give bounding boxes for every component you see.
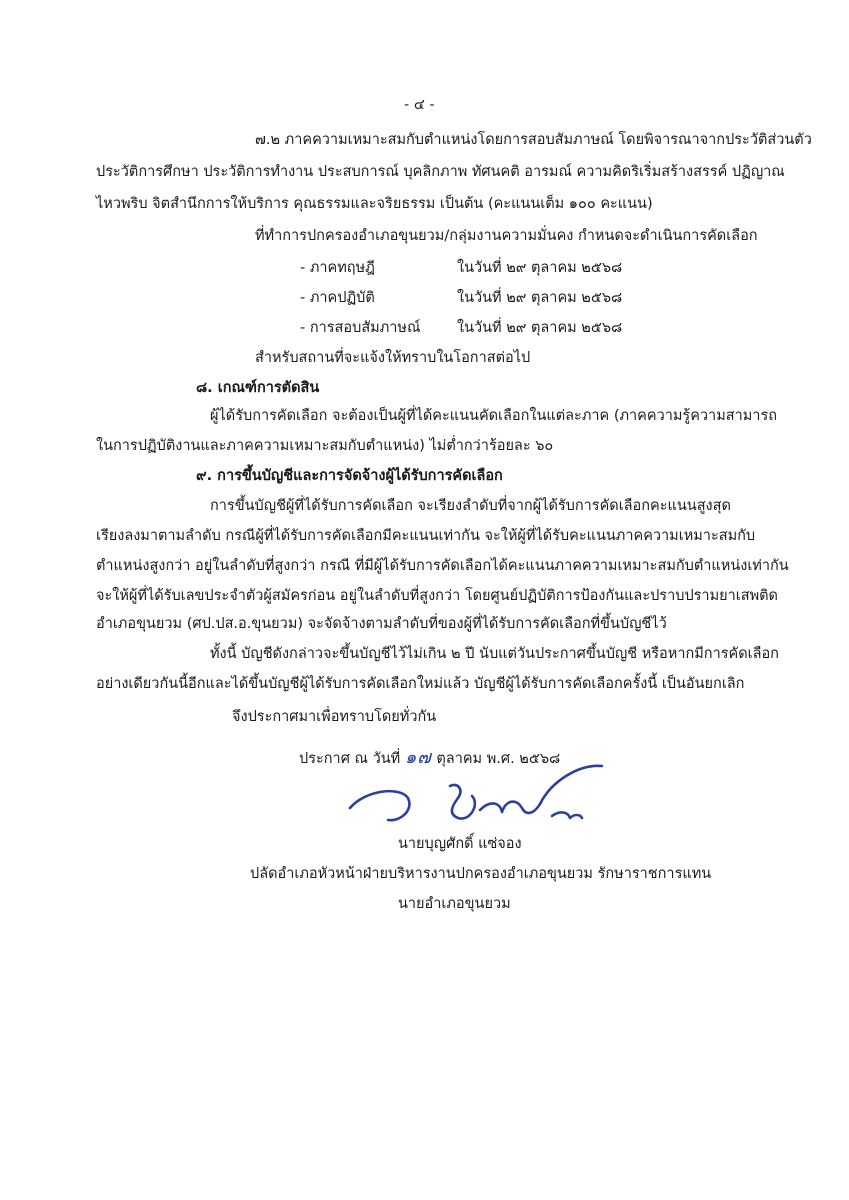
- section-7-2-line-3: ไหวพริบ จิตสำนึกการให้บริการ คุณธรรมและจริยธรรม เป็นต้น (คะแนนเต็ม ๑๐๐ คะแนน): [96, 196, 653, 212]
- schedule-label-interview: - การสอบสัมภาษณ์: [300, 320, 421, 336]
- section-8-heading: ๘. เกณฑ์การตัดสิน: [196, 380, 320, 396]
- section-7-2-line-1: ๗.๒ ภาคความเหมาะสมกับตำแหน่งโดยการสอบสัมภาษณ์ โดยพิจารณาจากประวัติส่วนตัว: [255, 132, 812, 148]
- section-7-2-line-4: ที่ทำการปกครองอำเภอขุนยวม/กลุ่มงานความมั่นคง กำหนดจะดำเนินการคัดเลือก: [255, 228, 758, 244]
- venue-note: สำหรับสถานที่จะแจ้งให้ทราบในโอกาสต่อไป: [255, 350, 531, 366]
- section-9-p1-line-3: ตำแหน่งสูงกว่า อยู่ในลำดับที่สูงกว่า กรณี ที่มีผู้ได้รับการคัดเลือกได้คะแนนภาคความเหมาะสมกับตำแหน่งเท่ากัน: [96, 558, 789, 574]
- schedule-date-practice: ในวันที่ ๒๙ ตุลาคม ๒๕๖๘: [457, 290, 623, 306]
- page-number: - ๔ -: [404, 97, 435, 113]
- schedule-label-practice: - ภาคปฏิบัติ: [300, 290, 375, 306]
- section-9-p1-line-4: จะให้ผู้ที่ได้รับเลขประจำตัวผู้สมัครก่อน อยู่ในลำดับที่สูงกว่า โดยศูนย์ปฏิบัติการป้องกันและปราบปรามยาเสพติด: [96, 588, 778, 604]
- section-8-line-1: ผู้ได้รับการคัดเลือก จะต้องเป็นผู้ที่ได้คะแนนคัดเลือกในแต่ละภาค (ภาคความรู้ความสามารถ: [210, 408, 778, 424]
- signature: [330, 760, 620, 840]
- signature-icon: [330, 760, 620, 840]
- section-9-p2-line-1: ทั้งนี้ บัญชีดังกล่าวจะขึ้นบัญชีไว้ไม่เกิน ๒ ปี นับแต่วันประกาศขึ้นบัญชี หรือหากมีการคัดเลือก: [210, 646, 779, 662]
- announce-prefix: ประกาศ ณ วันที่: [299, 751, 401, 767]
- announce-day-handwritten: ๑๗: [404, 747, 432, 768]
- section-8-line-2: ในการปฏิบัติงานและภาคความเหมาะสมกับตำแหน่ง) ไม่ต่ำกว่าร้อยละ ๖๐: [96, 438, 554, 454]
- section-7-2-line-2: ประวัติการศึกษา ประวัติการทำงาน ประสบการณ์ บุคลิกภาพ ทัศนคติ อารมณ์ ความคิดริเริ่มสร้างสรรค์ ปฏิญาณ: [96, 164, 785, 180]
- signatory-position-2: นายอำเภอขุนยวม: [398, 896, 511, 912]
- schedule-date-theory: ในวันที่ ๒๙ ตุลาคม ๒๕๖๘: [457, 260, 623, 276]
- closing-statement: จึงประกาศมาเพื่อทราบโดยทั่วกัน: [232, 709, 437, 725]
- signatory-name: นายบุญศักดิ์ แซ่จอง: [398, 836, 522, 852]
- section-9-heading: ๙. การขึ้นบัญชีและการจัดจ้างผู้ได้รับการคัดเลือก: [196, 468, 503, 484]
- schedule-date-interview: ในวันที่ ๒๙ ตุลาคม ๒๕๖๘: [457, 320, 623, 336]
- section-9-p1-line-2: เรียงลงมาตามลำดับ กรณีผู้ที่ได้รับการคัดเลือกมีคะแนนเท่ากัน จะให้ผู้ที่ได้รับคะแนนภาคความเหมาะสมกับ: [96, 528, 756, 544]
- section-9-p1-line-1: การขึ้นบัญชีผู้ที่ได้รับการคัดเลือก จะเรียงลำดับที่จากผู้ได้รับการคัดเลือกคะแนนสูงสุด: [210, 498, 731, 514]
- signatory-position: ปลัดอำเภอหัวหน้าฝ่ายบริหารงานปกครองอำเภอขุนยวม รักษาราชการแทน: [250, 866, 712, 882]
- schedule-label-theory: - ภาคทฤษฎี: [300, 260, 375, 276]
- section-9-p2-line-2: อย่างเดียวกันนี้อีกและได้ขึ้นบัญชีผู้ได้รับการคัดเลือกใหม่แล้ว บัญชีผู้ได้รับการคัดเลือกครั้งนี้ เป็นอันยกเลิก: [96, 676, 745, 692]
- section-9-p1-line-5: อำเภอขุนยวม (ศป.ปส.อ.ขุนยวม) จะจัดจ้างตามลำดับที่ของผู้ที่ได้รับการคัดเลือกที่ขึ้นบัญชีไว้: [96, 616, 667, 632]
- announce-suffix: ตุลาคม พ.ศ. ๒๕๖๘: [436, 751, 561, 767]
